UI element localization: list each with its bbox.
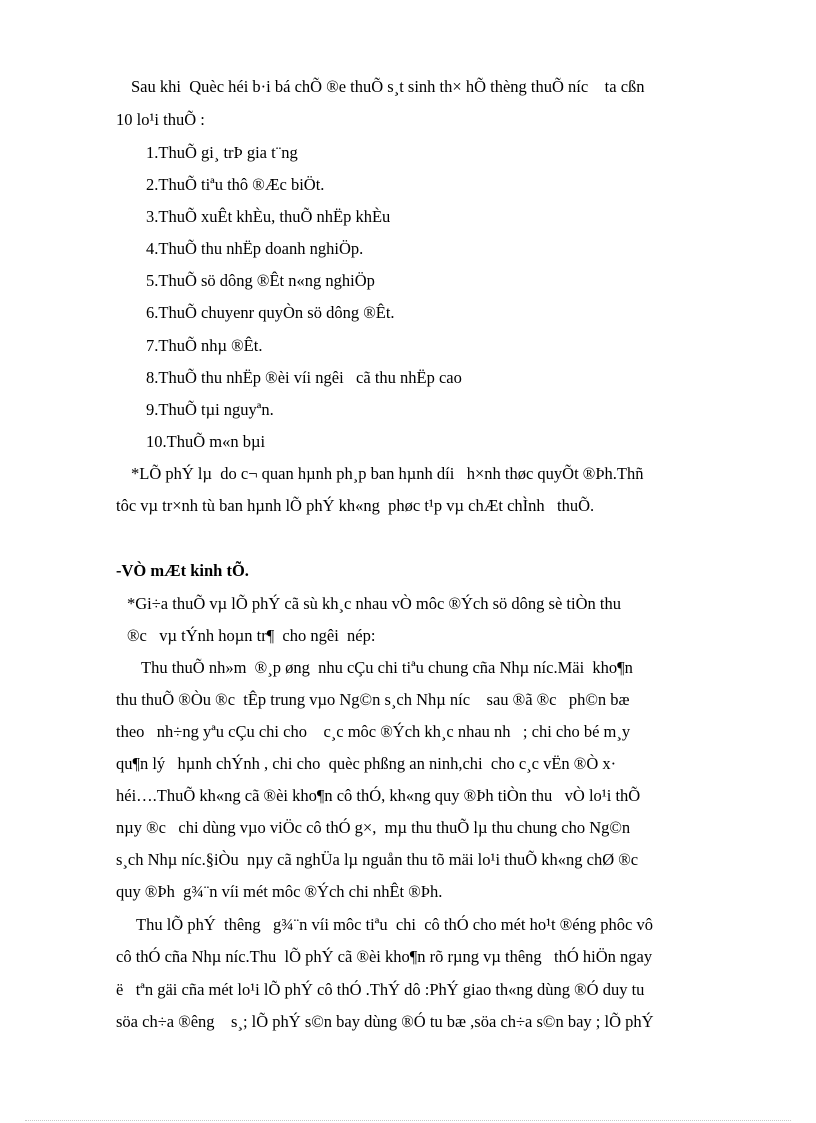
paragraph-2-line: Thu lÕ phÝ thêng g¾¨n víi môc tiªu chi cô thÓ cho mét ho¹t ®éng phôc vô <box>136 915 653 934</box>
intro-line-1: Sau khi Quèc héi b·i bá chÕ ®e thuÕ s¸t sinh th× hÕ thèng thuÕ níc ta cßn <box>131 77 645 96</box>
tax-list-item: 9.ThuÕ tµi nguyªn. <box>146 400 274 419</box>
note-line-2: tôc vµ tr×nh tù ban hµnh lÕ phÝ kh«ng phøc t¹p vµ chÆt chÌnh thuÕ. <box>116 496 595 515</box>
paragraph-1-line: Thu thuÕ nh»m ®¸p øng nhu cÇu chi tiªu chung cña Nhµ níc.Mäi kho¶n <box>141 658 633 677</box>
tax-list-item: 6.ThuÕ chuyenr quyÒn sö dông ®Êt. <box>146 303 395 322</box>
page-bottom-divider <box>25 1120 791 1121</box>
paragraph-1-line: theo nh÷ng yªu cÇu chi cho c¸c môc ®Ých kh¸c nhau nh ; chi cho bé m¸y <box>116 722 631 741</box>
tax-list-item: 10.ThuÕ m«n bµi <box>146 432 266 451</box>
intro-line-2: 10 lo¹i thuÕ : <box>116 110 205 129</box>
section-sub-line-1: *Gi÷a thuÕ vµ lÕ phÝ cã sù kh¸c nhau vÒ môc ®Ých sö dông sè tiÒn thu <box>127 594 621 613</box>
paragraph-2-line: söa ch÷a ®êng s¸; lÕ phÝ s©n bay dùng ®Ó tu bæ ,söa ch÷a s©n bay ; lÕ phÝ <box>116 1012 654 1031</box>
tax-list-item: 4.ThuÕ thu nhËp doanh nghiÖp. <box>146 239 364 258</box>
paragraph-2-line: ë tªn gäi cña mét lo¹i lÕ phÝ cô thÓ .ThÝ dô :PhÝ giao th«ng dùng ®Ó duy tu <box>116 980 645 999</box>
paragraph-2-line: cô thÓ cña Nhµ níc.Thu lÕ phÝ cã ®èi kho¶n rõ rµng vµ thêng thÓ hiÖn ngay <box>116 947 653 966</box>
tax-list-item: 5.ThuÕ sö dông ®Êt n«ng nghiÖp <box>146 271 375 290</box>
section-sub-line-2: ®c vµ tÝnh hoµn tr¶ cho ngêi nép: <box>127 626 376 645</box>
tax-list-item: 2.ThuÕ tiªu thô ®Æc biÖt. <box>146 175 325 194</box>
section-heading: -VÒ mÆt kinh tÕ. <box>116 561 249 580</box>
paragraph-1-line: héi….ThuÕ kh«ng cã ®èi kho¶n cô thÓ, kh«ng quy ®Þh tiÒn thu vÒ lo¹i thÕ <box>116 786 641 805</box>
paragraph-1-line: thu thuÕ ®Òu ®c tÊp trung vµo Ng©n s¸ch Nhµ níc sau ®ã ®c ph©n bæ <box>116 690 630 709</box>
tax-list-item: 8.ThuÕ thu nhËp ®èi víi ngêi cã thu nhËp cao <box>146 368 462 387</box>
paragraph-1-line: nµy ®c chi dùng vµo viÖc cô thÓ g×, mµ thu thuÕ lµ thu chung cho Ng©n <box>116 818 631 837</box>
note-line-1: *LÕ phÝ lµ do c¬ quan hµnh ph¸p ban hµnh díi h×nh thøc quyÕt ®Þh.Thñ <box>131 464 644 483</box>
paragraph-1-line: qu¶n lý hµnh chÝnh , chi cho quèc phßng an ninh,chi cho c¸c vËn ®Ò x· <box>116 754 617 773</box>
tax-list-item: 1.ThuÕ gi¸ trÞ gia t¨ng <box>146 143 298 162</box>
paragraph-1-line: s¸ch Nhµ níc.§iÒu nµy cã nghÜa lµ nguån thu tõ mäi lo¹i thuÕ kh«ng chØ ®c <box>116 850 639 869</box>
paragraph-1-line: quy ®Þh g¾¨n víi mét môc ®Ých chi nhÊt ®Þh. <box>116 882 443 901</box>
tax-list-item: 3.ThuÕ xuÊt khÈu, thuÕ nhËp khÈu <box>146 207 391 226</box>
tax-list-item: 7.ThuÕ nhµ ®Êt. <box>146 336 263 355</box>
